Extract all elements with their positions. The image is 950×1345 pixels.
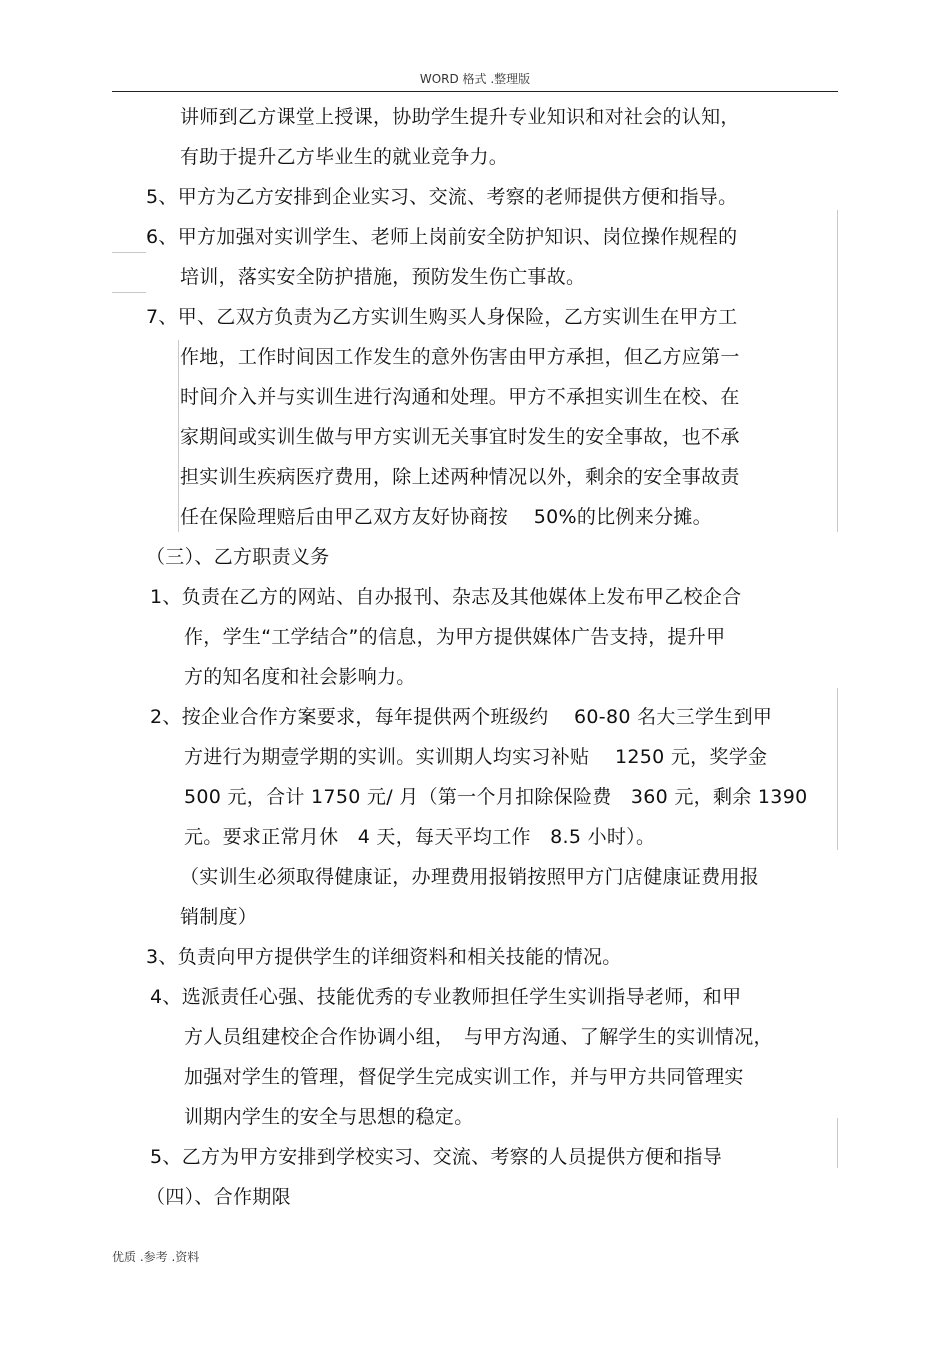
- list-item-7: 7、甲、乙双方负责为乙方实训生购买人身保险，乙方实训生在甲方工: [146, 306, 738, 328]
- list-item-4: 4、选派责任心强、技能优秀的专业教师担任学生实训指导老师，和甲: [150, 986, 742, 1008]
- page-footer: 优质 .参考 .资料: [112, 1250, 200, 1264]
- list-item-5: 5、甲方为乙方安排到企业实习、交流、考察的老师提供方便和指导。: [146, 186, 738, 208]
- margin-tick: [112, 292, 146, 293]
- body-line: 方进行为期壹学期的实训。实训期人均实习补贴 1250 元，奖学金: [184, 746, 768, 768]
- note-line: 销制度）: [180, 906, 258, 928]
- body-line: 作地，工作时间因工作发生的意外伤害由甲方承担，但乙方应第一: [180, 346, 740, 368]
- section-heading: （四）、合作期限: [146, 1186, 291, 1208]
- margin-rule: [837, 1118, 838, 1168]
- list-item-5b: 5、乙方为甲方安排到学校实习、交流、考察的人员提供方便和指导: [150, 1146, 723, 1168]
- note-line: （实训生必须取得健康证，办理费用报销按照甲方门店健康证费用报: [180, 866, 760, 888]
- body-line: 加强对学生的管理，督促学生完成实训工作，并与甲方共同管理实: [184, 1066, 744, 1088]
- margin-tick: [112, 252, 146, 253]
- body-line: 培训，落实安全防护措施，预防发生伤亡事故。: [180, 266, 586, 288]
- body-line: 训期内学生的安全与思想的稳定。: [184, 1106, 474, 1128]
- body-line: 讲师到乙方课堂上授课，协助学生提升专业知识和对社会的认知，: [180, 106, 740, 128]
- body-line: 方的知名度和社会影响力。: [184, 666, 416, 688]
- margin-rule: [837, 210, 838, 532]
- list-item-3: 3、负责向甲方提供学生的详细资料和相关技能的情况。: [146, 946, 622, 968]
- margin-rule: [178, 340, 179, 532]
- body-line: 时间介入并与实训生进行沟通和处理。甲方不承担实训生在校、在: [180, 386, 740, 408]
- section-heading: （三）、乙方职责义务: [146, 546, 330, 568]
- list-item-2: 2、按企业合作方案要求，每年提供两个班级约 60-80 名大三学生到甲: [150, 706, 773, 728]
- body-line: 500 元，合计 1750 元/ 月（第一个月扣除保险费 360 元，剩余 1390: [184, 786, 808, 808]
- list-item-6: 6、甲方加强对实训学生、老师上岗前安全防护知识、岗位操作规程的: [146, 226, 738, 248]
- body-line: 任在保险理赔后由甲乙双方友好协商按 50%的比例来分摊。: [180, 506, 712, 528]
- body-line: 有助于提升乙方毕业生的就业竞争力。: [180, 146, 509, 168]
- header-divider: [112, 91, 838, 92]
- list-item-1: 1、负责在乙方的网站、自办报刊、杂志及其他媒体上发布甲乙校企合: [150, 586, 742, 608]
- body-line: 担实训生疾病医疗费用，除上述两种情况以外，剩余的安全事故责: [180, 466, 740, 488]
- body-line: 家期间或实训生做与甲方实训无关事宜时发生的安全事故，也不承: [180, 426, 740, 448]
- page-header: WORD 格式 .整理版: [419, 72, 531, 86]
- margin-rule: [837, 688, 838, 850]
- body-line: 方人员组建校企合作协调小组， 与甲方沟通、了解学生的实训情况，: [184, 1026, 773, 1048]
- body-line: 作，学生“工学结合”的信息，为甲方提供媒体广告支持，提升甲: [184, 626, 726, 648]
- body-line: 元。要求正常月休 4 天，每天平均工作 8.5 小时）。: [184, 826, 656, 848]
